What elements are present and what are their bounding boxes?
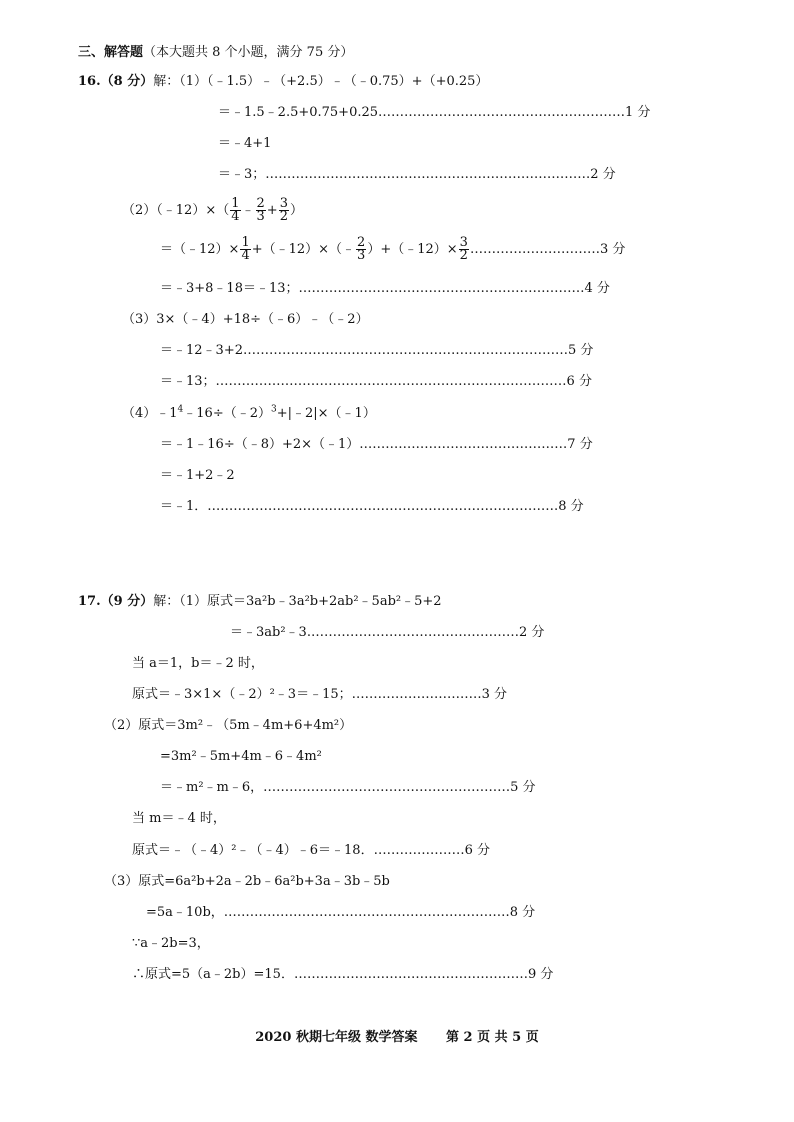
fraction: $\frac{1}{4}$ xyxy=(241,235,250,263)
fraction: $\frac{2}{3}$ xyxy=(357,235,366,263)
q16-p4-expression: $(4)﹣1^4﹣16\div(﹣2)^3+|﹣2|\times(﹣1)$ xyxy=(122,404,376,421)
section-title: 三、解答题 xyxy=(78,45,144,60)
section-note: （本大题共 8 个小题，满分 75 分） xyxy=(143,45,354,60)
q17-p1-expression: （1）原式＝3a²b﹣3a²b+2ab²﹣5ab²﹣5+2 xyxy=(179,594,442,609)
q16-p2-step-2: ＝﹣3+8﹣18＝﹣13；…………………………………………………………4 分 xyxy=(160,281,610,296)
q17-solve: 解： xyxy=(153,594,180,609)
q16-solve: 解： xyxy=(153,74,180,89)
fraction: $\frac{3}{2}$ xyxy=(459,235,468,263)
q16-line-0 xyxy=(78,73,488,91)
q16-p1-expression: （1）（﹣1.5）﹣（+2.5）﹣（﹣0.75）+（+0.25） xyxy=(179,74,489,89)
q17-p2-result: 原式＝﹣（﹣4）²﹣（﹣4）﹣6＝﹣18．…………………6 分 xyxy=(132,843,490,858)
q16-p3-expression: （3）3×（﹣4）+18÷（﹣6）﹣（﹣2） xyxy=(122,312,369,327)
q17-p2-step-2: ＝﹣m²﹣m﹣6，…………………………………………………5 分 xyxy=(160,780,536,795)
q16-p2-expression: （2）（﹣12）×（ $\frac{1}{4}$ ﹣ $\frac{2}{3}$ + $\frac{3}{2}$ ） xyxy=(122,196,303,224)
q17-p3-result: ∴原式=5（a﹣2b）=15．………………………………………………9 分 xyxy=(132,967,554,982)
q16-p4-step-2: ＝﹣1+2﹣2 xyxy=(160,468,235,483)
q16-p2-head: （2）（﹣12）×（ xyxy=(122,203,230,218)
fraction: $\frac{3}{2}$ xyxy=(279,196,288,224)
q17-p1-step-1: ＝﹣3ab²﹣3.…………………………………………2 分 xyxy=(230,625,545,640)
q17-p3-step-1: =5a﹣10b，…………………………………………………………8 分 xyxy=(146,905,536,920)
q16-p1-step-1: ＝﹣1.5﹣2.5+0.75+0.25…………………………………………………1 分 xyxy=(218,105,651,120)
q16-p4-step-1: ＝﹣1﹣16÷（﹣8）+2×（﹣1）…………………………………………7 分 xyxy=(160,437,593,452)
q16-p4-step-3: ＝﹣1．………………………………………………………………………8 分 xyxy=(160,499,584,514)
q17-p3-given: ∵a﹣2b=3， xyxy=(132,936,210,951)
q17-p2-step-1: =3m²﹣5m+4m﹣6﹣4m² xyxy=(160,749,322,764)
q16-p3-step-2: ＝﹣13；………………………………………………………………………6 分 xyxy=(160,374,592,389)
q17-p2-expression: （2）原式＝3m²﹣（5m﹣4m+6+4m²） xyxy=(104,718,353,733)
page-footer xyxy=(0,1026,794,1045)
footer-doc-title: 2020 秋期七年级 数学答案 xyxy=(255,1030,418,1045)
q17-p1-condition: 当 a＝1，b＝﹣2 时， xyxy=(132,656,264,671)
section-header xyxy=(78,44,353,62)
q17-p2-condition: 当 m＝﹣4 时， xyxy=(132,811,226,826)
q16-label: 16.（8 分） xyxy=(78,74,154,89)
q16-p1-step-2: ＝﹣4+1 xyxy=(218,136,272,151)
q17-p3-expression: （3）原式=6a²b+2a﹣2b﹣6a²b+3a﹣3b﹣5b xyxy=(104,874,390,889)
fraction: $\frac{2}{3}$ xyxy=(256,196,265,224)
footer-page-number: 第 2 页 共 5 页 xyxy=(446,1030,539,1045)
q16-p1-step-3: ＝﹣3；…………………………………………………………………2 分 xyxy=(218,167,616,182)
q17-label: 17.（9 分） xyxy=(78,594,154,609)
q17-p1-result: 原式＝﹣3×1×（﹣2）²﹣3＝﹣15；…………………………3 分 xyxy=(132,687,508,702)
q16-p3-step-1: ＝﹣12﹣3+2…………………………………………………………………5 分 xyxy=(160,343,594,358)
fraction: $\frac{1}{4}$ xyxy=(231,196,240,224)
q17-line-0 xyxy=(78,593,442,611)
q16-p2-step-1: ＝（﹣12）× $\frac{1}{4}$ +（﹣12）×（﹣ $\frac{2}{3}$ ）+（﹣12）× $\frac{3}{2}$ …………………………3 分 xyxy=(160,235,626,263)
